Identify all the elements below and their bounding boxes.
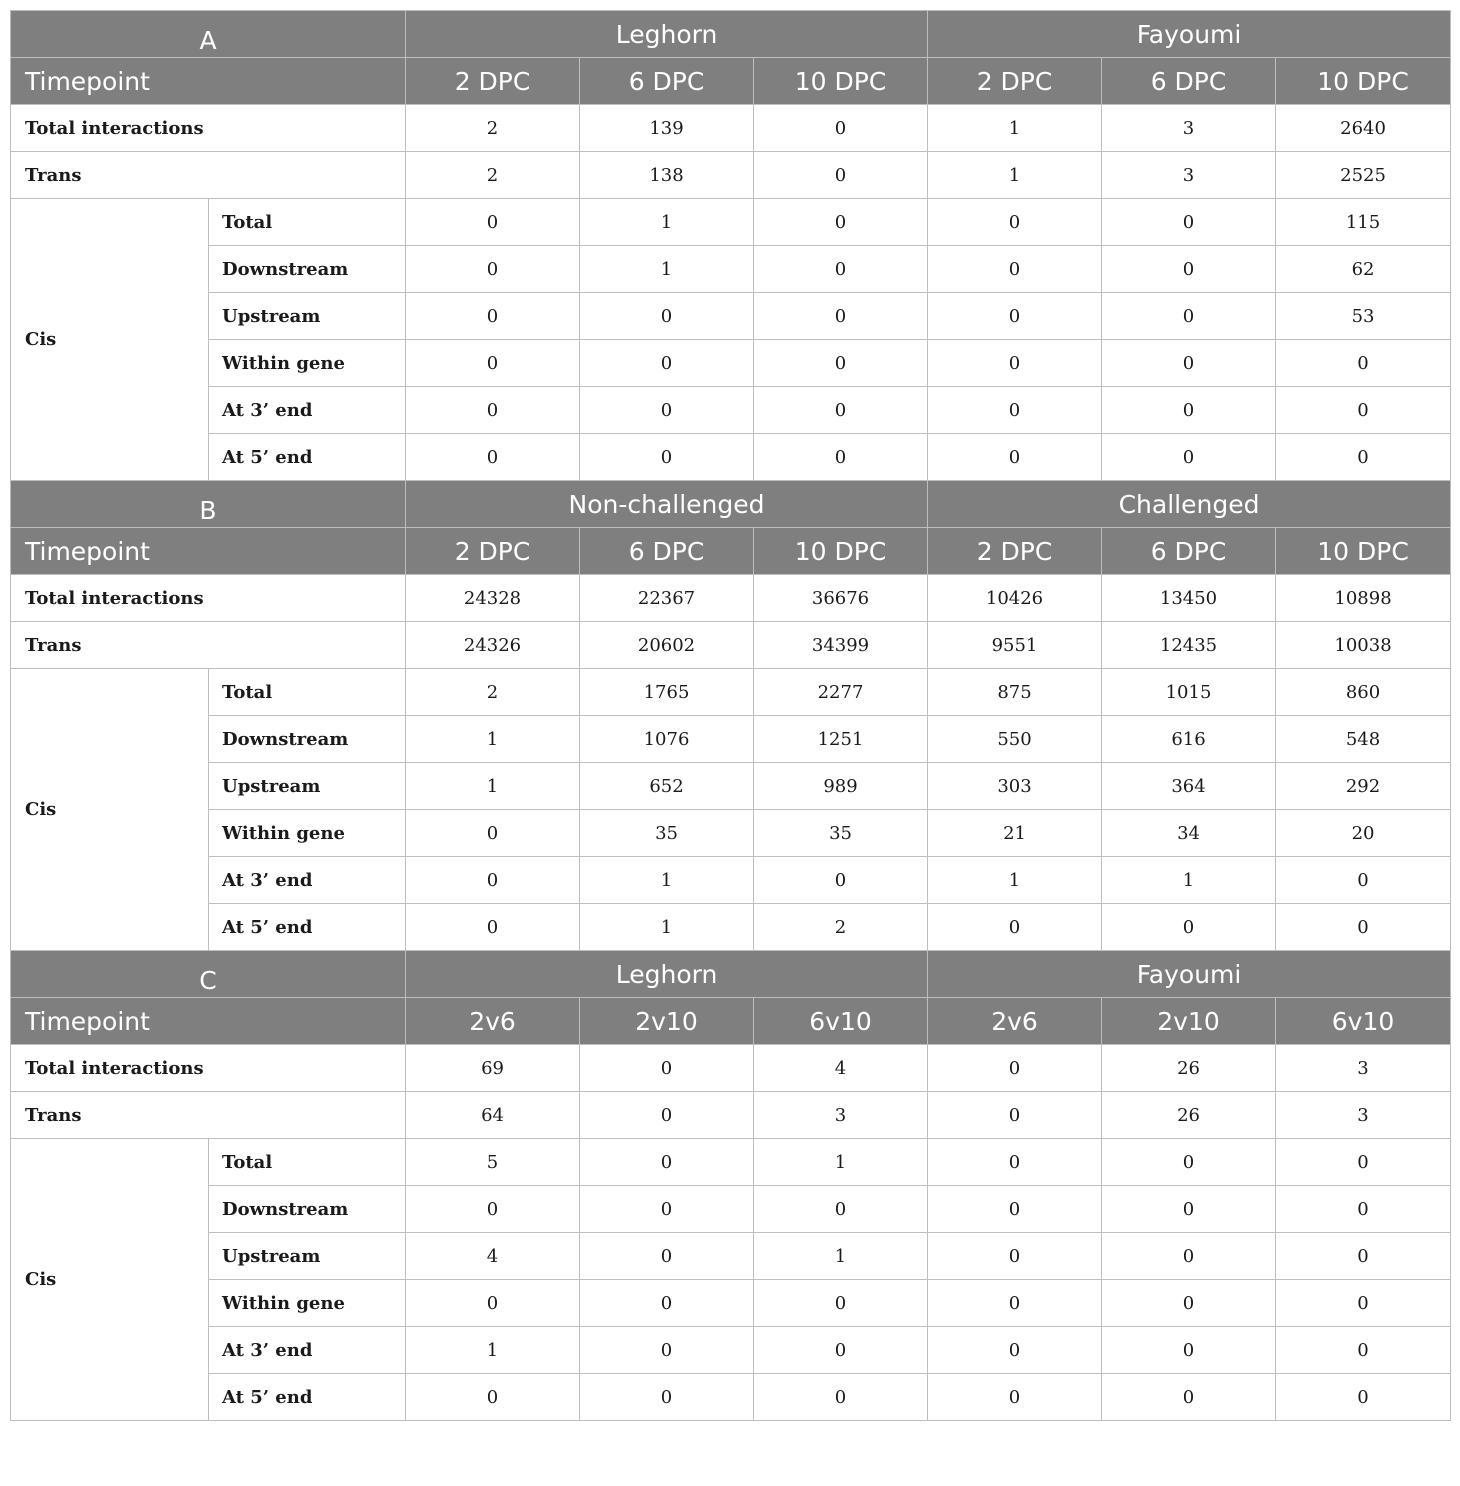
column-header: 2 DPC	[928, 528, 1102, 575]
value-cell: 0	[1102, 1280, 1276, 1327]
column-header: 6v10	[754, 998, 928, 1045]
value-cell: 10038	[1276, 622, 1451, 669]
value-cell: 0	[580, 1280, 754, 1327]
value-cell: 860	[1276, 669, 1451, 716]
group-header: Leghorn	[406, 11, 928, 58]
value-cell: 1	[406, 1327, 580, 1374]
group-header: Fayoumi	[928, 11, 1451, 58]
value-cell: 0	[406, 246, 580, 293]
value-cell: 0	[1276, 1139, 1451, 1186]
value-cell: 0	[928, 1139, 1102, 1186]
value-cell: 616	[1102, 716, 1276, 763]
timepoint-header-row	[11, 528, 1451, 575]
value-cell: 36676	[754, 575, 928, 622]
value-cell: 0	[1102, 434, 1276, 481]
column-header: 2 DPC	[406, 58, 580, 105]
section-header-row	[11, 11, 1451, 58]
table-row	[11, 857, 1451, 904]
value-cell: 0	[1276, 340, 1451, 387]
table-row	[11, 246, 1451, 293]
value-cell: 1	[754, 1233, 928, 1280]
value-cell: 2	[754, 904, 928, 951]
column-header: 6v10	[1276, 998, 1451, 1045]
value-cell: 0	[928, 904, 1102, 951]
value-cell: 0	[580, 340, 754, 387]
value-cell: 989	[754, 763, 928, 810]
value-cell: 1	[754, 1139, 928, 1186]
table-row	[11, 152, 1451, 199]
value-cell: 0	[928, 1092, 1102, 1139]
cis-sub-label: At 5’ end	[209, 434, 406, 481]
cis-sub-label: At 5’ end	[209, 904, 406, 951]
value-cell: 24326	[406, 622, 580, 669]
table-row	[11, 340, 1451, 387]
value-cell: 0	[580, 1045, 754, 1092]
value-cell: 1	[406, 716, 580, 763]
value-cell: 0	[406, 810, 580, 857]
value-cell: 1	[580, 246, 754, 293]
value-cell: 0	[1276, 1233, 1451, 1280]
value-cell: 0	[406, 1186, 580, 1233]
value-cell: 0	[406, 1280, 580, 1327]
value-cell: 24328	[406, 575, 580, 622]
value-cell: 0	[580, 1186, 754, 1233]
group-header: Leghorn	[406, 951, 928, 998]
value-cell: 0	[406, 199, 580, 246]
value-cell: 115	[1276, 199, 1451, 246]
value-cell: 0	[1276, 904, 1451, 951]
value-cell: 138	[580, 152, 754, 199]
column-header: 10 DPC	[1276, 528, 1451, 575]
value-cell: 0	[580, 1374, 754, 1421]
value-cell: 21	[928, 810, 1102, 857]
cis-sub-label: Total	[209, 669, 406, 716]
value-cell: 0	[928, 1186, 1102, 1233]
value-cell: 1	[1102, 857, 1276, 904]
value-cell: 0	[754, 1280, 928, 1327]
column-header: 2v10	[1102, 998, 1276, 1045]
row-label-cis: Cis	[11, 669, 209, 951]
cis-sub-label: Within gene	[209, 1280, 406, 1327]
cis-sub-label: Within gene	[209, 340, 406, 387]
group-header: Challenged	[928, 481, 1451, 528]
cis-sub-label: Upstream	[209, 293, 406, 340]
value-cell: 0	[928, 246, 1102, 293]
value-cell: 364	[1102, 763, 1276, 810]
table-row	[11, 904, 1451, 951]
value-cell: 0	[928, 293, 1102, 340]
value-cell: 2277	[754, 669, 928, 716]
value-cell: 9551	[928, 622, 1102, 669]
table-row	[11, 1374, 1451, 1421]
value-cell: 0	[406, 340, 580, 387]
value-cell: 1	[928, 152, 1102, 199]
cis-sub-label: At 3’ end	[209, 1327, 406, 1374]
value-cell: 0	[1102, 1327, 1276, 1374]
column-header: 2v6	[928, 998, 1102, 1045]
value-cell: 34399	[754, 622, 928, 669]
column-header: 10 DPC	[754, 528, 928, 575]
value-cell: 0	[580, 1233, 754, 1280]
table-row	[11, 1092, 1451, 1139]
value-cell: 0	[1276, 434, 1451, 481]
value-cell: 1	[928, 105, 1102, 152]
row-label-total-interactions: Total interactions	[11, 105, 406, 152]
value-cell: 0	[754, 340, 928, 387]
value-cell: 0	[928, 434, 1102, 481]
row-label-cis: Cis	[11, 1139, 209, 1421]
table-row	[11, 1327, 1451, 1374]
value-cell: 0	[406, 1374, 580, 1421]
value-cell: 1015	[1102, 669, 1276, 716]
timepoint-header-row	[11, 998, 1451, 1045]
value-cell: 26	[1102, 1045, 1276, 1092]
cis-sub-label: At 3’ end	[209, 387, 406, 434]
value-cell: 0	[754, 1374, 928, 1421]
table-body	[11, 11, 1451, 1421]
value-cell: 0	[406, 857, 580, 904]
value-cell: 0	[406, 434, 580, 481]
value-cell: 0	[1276, 857, 1451, 904]
cis-sub-label: Downstream	[209, 246, 406, 293]
table-row	[11, 434, 1451, 481]
value-cell: 1	[580, 857, 754, 904]
value-cell: 22367	[580, 575, 754, 622]
value-cell: 1	[580, 904, 754, 951]
value-cell: 0	[928, 1233, 1102, 1280]
column-header: 2v10	[580, 998, 754, 1045]
column-header: 10 DPC	[1276, 58, 1451, 105]
value-cell: 10898	[1276, 575, 1451, 622]
value-cell: 1	[406, 763, 580, 810]
value-cell: 2525	[1276, 152, 1451, 199]
value-cell: 0	[928, 387, 1102, 434]
table-row	[11, 810, 1451, 857]
value-cell: 53	[1276, 293, 1451, 340]
value-cell: 62	[1276, 246, 1451, 293]
value-cell: 64	[406, 1092, 580, 1139]
section-label: B	[11, 481, 406, 528]
table-row	[11, 1186, 1451, 1233]
cis-sub-label: Upstream	[209, 763, 406, 810]
value-cell: 0	[1102, 387, 1276, 434]
column-header: 2v6	[406, 998, 580, 1045]
value-cell: 0	[580, 1327, 754, 1374]
value-cell: 3	[1102, 152, 1276, 199]
value-cell: 0	[1276, 1186, 1451, 1233]
column-header: 6 DPC	[580, 528, 754, 575]
value-cell: 0	[754, 152, 928, 199]
value-cell: 34	[1102, 810, 1276, 857]
value-cell: 303	[928, 763, 1102, 810]
cis-sub-label: Downstream	[209, 716, 406, 763]
value-cell: 35	[754, 810, 928, 857]
table-row	[11, 199, 1451, 246]
value-cell: 2640	[1276, 105, 1451, 152]
table-row	[11, 669, 1451, 716]
column-header: 10 DPC	[754, 58, 928, 105]
cis-sub-label: At 5’ end	[209, 1374, 406, 1421]
value-cell: 548	[1276, 716, 1451, 763]
value-cell: 1076	[580, 716, 754, 763]
value-cell: 0	[928, 1327, 1102, 1374]
value-cell: 0	[1102, 1233, 1276, 1280]
value-cell: 35	[580, 810, 754, 857]
value-cell: 0	[754, 434, 928, 481]
value-cell: 3	[1102, 105, 1276, 152]
timepoint-header-row	[11, 58, 1451, 105]
value-cell: 1	[580, 199, 754, 246]
section-header-row	[11, 481, 1451, 528]
column-header: 6 DPC	[1102, 58, 1276, 105]
value-cell: 10426	[928, 575, 1102, 622]
value-cell: 0	[928, 1374, 1102, 1421]
column-header: 2 DPC	[406, 528, 580, 575]
timepoint-label: Timepoint	[11, 998, 406, 1045]
value-cell: 0	[1102, 1139, 1276, 1186]
value-cell: 0	[1276, 387, 1451, 434]
value-cell: 4	[754, 1045, 928, 1092]
section-header-row	[11, 951, 1451, 998]
value-cell: 0	[754, 105, 928, 152]
row-label-cis: Cis	[11, 199, 209, 481]
value-cell: 0	[754, 857, 928, 904]
row-label-trans: Trans	[11, 622, 406, 669]
value-cell: 0	[754, 1327, 928, 1374]
value-cell: 0	[1102, 904, 1276, 951]
value-cell: 20	[1276, 810, 1451, 857]
column-header: 2 DPC	[928, 58, 1102, 105]
value-cell: 26	[1102, 1092, 1276, 1139]
section-label: A	[11, 11, 406, 58]
interactions-table	[10, 10, 1451, 1421]
section-label: C	[11, 951, 406, 998]
value-cell: 0	[1102, 1374, 1276, 1421]
table-row	[11, 293, 1451, 340]
row-label-total-interactions: Total interactions	[11, 575, 406, 622]
value-cell: 0	[580, 387, 754, 434]
value-cell: 0	[1102, 340, 1276, 387]
value-cell: 4	[406, 1233, 580, 1280]
value-cell: 1	[928, 857, 1102, 904]
value-cell: 0	[754, 387, 928, 434]
table-row	[11, 622, 1451, 669]
table-row	[11, 387, 1451, 434]
value-cell: 69	[406, 1045, 580, 1092]
cis-sub-label: Upstream	[209, 1233, 406, 1280]
value-cell: 0	[1276, 1374, 1451, 1421]
cis-sub-label: Within gene	[209, 810, 406, 857]
group-header: Non-challenged	[406, 481, 928, 528]
cis-sub-label: Downstream	[209, 1186, 406, 1233]
value-cell: 0	[928, 340, 1102, 387]
value-cell: 0	[580, 434, 754, 481]
value-cell: 550	[928, 716, 1102, 763]
value-cell: 13450	[1102, 575, 1276, 622]
timepoint-label: Timepoint	[11, 58, 406, 105]
value-cell: 0	[406, 387, 580, 434]
value-cell: 875	[928, 669, 1102, 716]
value-cell: 12435	[1102, 622, 1276, 669]
value-cell: 2	[406, 105, 580, 152]
value-cell: 652	[580, 763, 754, 810]
value-cell: 0	[580, 293, 754, 340]
value-cell: 0	[928, 199, 1102, 246]
value-cell: 0	[406, 904, 580, 951]
value-cell: 0	[754, 246, 928, 293]
value-cell: 0	[1276, 1327, 1451, 1374]
value-cell: 20602	[580, 622, 754, 669]
group-header: Fayoumi	[928, 951, 1451, 998]
value-cell: 1765	[580, 669, 754, 716]
value-cell: 0	[1102, 246, 1276, 293]
value-cell: 3	[1276, 1045, 1451, 1092]
value-cell: 0	[928, 1280, 1102, 1327]
table-row	[11, 1045, 1451, 1092]
cis-sub-label: At 3’ end	[209, 857, 406, 904]
table-row	[11, 105, 1451, 152]
table-row	[11, 575, 1451, 622]
value-cell: 0	[406, 293, 580, 340]
value-cell: 0	[1102, 1186, 1276, 1233]
value-cell: 0	[754, 1186, 928, 1233]
column-header: 6 DPC	[580, 58, 754, 105]
value-cell: 0	[1276, 1280, 1451, 1327]
table-row	[11, 763, 1451, 810]
value-cell: 0	[928, 1045, 1102, 1092]
table-row	[11, 1139, 1451, 1186]
value-cell: 292	[1276, 763, 1451, 810]
value-cell: 1251	[754, 716, 928, 763]
row-label-trans: Trans	[11, 1092, 406, 1139]
timepoint-label: Timepoint	[11, 528, 406, 575]
table-row	[11, 1233, 1451, 1280]
value-cell: 0	[754, 199, 928, 246]
value-cell: 3	[1276, 1092, 1451, 1139]
value-cell: 0	[580, 1139, 754, 1186]
cis-sub-label: Total	[209, 199, 406, 246]
value-cell: 0	[1102, 293, 1276, 340]
table-row	[11, 1280, 1451, 1327]
row-label-total-interactions: Total interactions	[11, 1045, 406, 1092]
value-cell: 2	[406, 669, 580, 716]
cis-sub-label: Total	[209, 1139, 406, 1186]
value-cell: 3	[754, 1092, 928, 1139]
row-label-trans: Trans	[11, 152, 406, 199]
value-cell: 0	[580, 1092, 754, 1139]
value-cell: 0	[754, 293, 928, 340]
column-header: 6 DPC	[1102, 528, 1276, 575]
value-cell: 2	[406, 152, 580, 199]
value-cell: 0	[1102, 199, 1276, 246]
value-cell: 5	[406, 1139, 580, 1186]
table-row	[11, 716, 1451, 763]
value-cell: 139	[580, 105, 754, 152]
